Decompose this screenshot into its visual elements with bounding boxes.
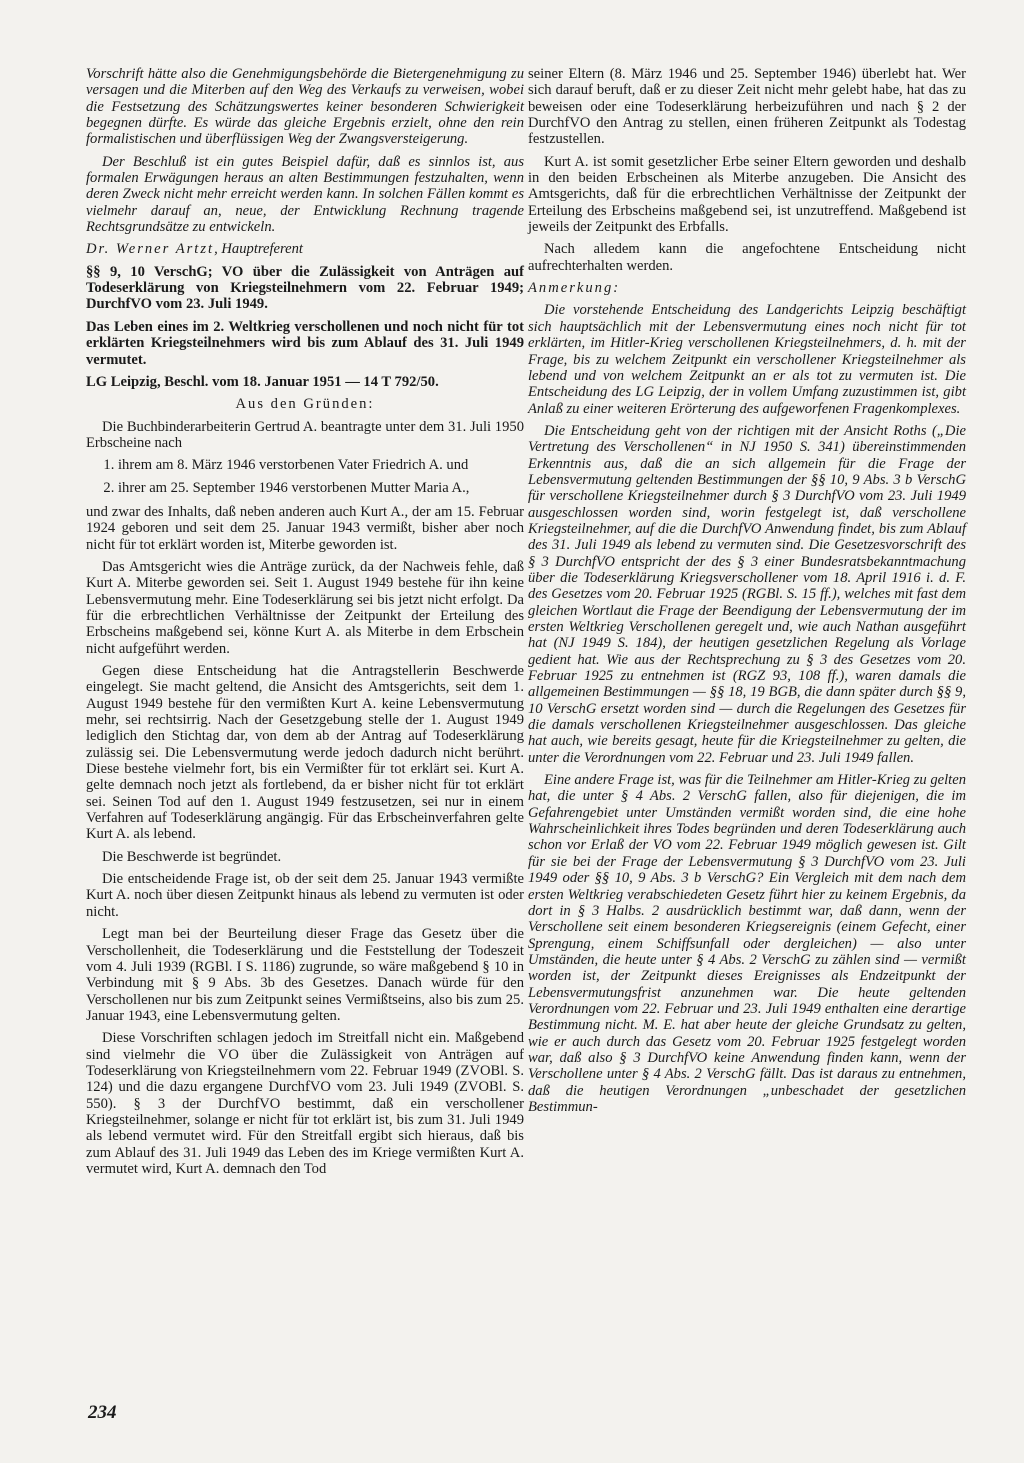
body-paragraph: Das Amtsgericht wies die Anträge zurück, da der Nachweis fehle, daß Kurt A. Miterbe geworden sei. Seit 1. August 1949 bestehe für ihn keine Lebensvermutung mehr. Eine Todeserklärung sei bis jetzt nicht erfolgt. Da für die erbrechtlichen Verhältnisse der Zeitpunkt der Erteilung des Erbscheins maßgebend sei, könne Kurt A. als Miterbe in dem Erbschein nicht aufgeführt werden. bbox=[86, 558, 524, 657]
list-item: 1. ihrem am 8. März 1946 verstorbenen Vater Friedrich A. und bbox=[118, 457, 524, 473]
body-paragraph: Diese Vorschriften schlagen jedoch im Streitfall nicht ein. Maßgebend sind vielmehr die VO über die Zulässigkeit von Anträgen auf Todeserklärung von Kriegsteilnehmern vom 22. Februar 1949 (ZVOBl. S. 124) und die dazu ergangene DurchfVO vom 23. Juli 1949 (ZVOBl. S. 550). § 3 der DurchfVO bestimmt, daß ein verschollener Kriegsteilnehmer, solange er nicht für tot erklärt ist, bis zum 31. Juli 1949 als lebend vermutet wird. Für den Streitfall ergibt sich hieraus, daß bis zum Ablauf des 31. Juli 1949 das Leben des im Kriege vermißten Kurt A. vermutet wird, Kurt A. demnach den Tod bbox=[86, 1030, 524, 1177]
annotation-paragraph: Eine andere Frage ist, was für die Teilnehmer am Hitler-Krieg zu gelten hat, die unter § 4 Abs. 2 VerschG fallen, also für diejenigen, die im Gefahrengebiet unter Umständen vermißt worden sind, die eine hohe Wahrscheinlichkeit ihres Todes begründen und deren Todeserklärung auch schon vor Erlaß der VO vom 22. Februar 1949 möglich gewesen ist. Gilt für sie bei der Frage der Lebensvermutung § 3 DurchfVO vom 23. Juli 1949 oder §§ 10, 9 Abs. 3 b VerschG? Ein Vergleich mit dem nach dem ersten Weltkrieg verabschiedeten Gesetz führt hier zu keinem Ergebnis, da dort in § 3 Halbs. 2 ausdrücklich bestimmt war, daß dann, wenn der Verschollene seit einem besonderen Kriegsereignis (einem Gefecht, einer Sprengung, einem Schiffsunfall oder dergleichen) — also unter Umständen, die heute unter § 4 Abs. 2 VerschG zu zählen sind — vermißt worden ist, der Zeitpunkt dieses Ereignisses als Endzeitpunkt der Lebensvermutungsfrist anzunehmen war. Die heute geltenden Verordnungen vom 22. Februar und 23. Juli 1949 enthalten eine derartige Bestimmung nicht. M. E. hat aber heute der gleiche Grundsatz zu gelten, wie er auch durch das Gesetz vom 20. Februar 1925 festgelegt worden war, daß also § 3 DurchfVO keine Anwendung finden kann, wenn der Verschollene unter § 4 Abs. 2 VerschG fällt. Das ist daraus zu entnehmen, daß die heutigen Verordnungen „unbeschadet der gesetzlichen Bestimmun- bbox=[528, 772, 966, 1115]
body-paragraph: Die entscheidende Frage ist, ob der seit dem 25. Januar 1943 vermißte Kurt A. noch über diesen Zeitpunkt hinaus als lebend zu vermuten ist oder nicht. bbox=[86, 871, 524, 920]
section-title: Aus den Gründen: bbox=[235, 396, 375, 413]
author-name: Dr. Werner Artzt bbox=[86, 241, 215, 258]
court-reference: LG Leipzig, Beschl. vom 18. Januar 1951 — 14 T 792/50. bbox=[86, 373, 439, 390]
author-role: , Hauptreferent bbox=[214, 241, 303, 258]
list-item: 2. ihrer am 25. September 1946 verstorbenen Mutter Maria A., bbox=[118, 480, 524, 496]
left-column bbox=[86, 66, 524, 1183]
body-paragraph: Die Beschwerde ist begründet. bbox=[102, 848, 282, 865]
author-signature bbox=[86, 241, 524, 257]
body-paragraph: seiner Eltern (8. März 1946 und 25. September 1946) überlebt hat. Wer sich darauf beruft, daß er zu dieser Zeit nicht mehr gelebt habe, hat das zu beweisen oder eine Todeserklärung herbeizuführen und nach § 2 der DurchfVO den Antrag zu stellen, einen früheren Zeitpunkt als Todestag festzustellen. bbox=[528, 66, 966, 148]
case-leitsatz: Das Leben eines im 2. Weltkrieg verschollenen und noch nicht für tot erklärten Kriegsteilnehmers wird bis zum Ablauf des 31. Juli 1949 vermutet. bbox=[86, 318, 524, 368]
body-paragraph: Legt man bei der Beurteilung dieser Frage das Gesetz über die Verschollenheit, die Todeserklärung und die Feststellung der Todeszeit vom 4. Juli 1939 (RGBl. I S. 1186) zugrunde, so wäre maßgebend § 10 in Verbindung mit § 9 Abs. 3b des Gesetzes. Danach würde für den Verschollenen nur bis zum Zeitpunkt seines Vermißtseins, also bis zum 25. Januar 1943, eine Lebensvermutung gelten. bbox=[86, 926, 524, 1024]
annotation-paragraph: Der Beschluß ist ein gutes Beispiel dafür, daß es sinnlos ist, aus formalen Erwägungen heraus an alten Bestimmungen festzuhalten, wenn deren Zweck nicht mehr erreicht werden kann. In solchen Fällen kommt es vielmehr darauf an, neue, der Entwicklung Rechnung tragende Rechtsgrundsätze zu entwickeln. bbox=[86, 153, 524, 236]
annotation-paragraph: Die Entscheidung geht von der richtigen mit der Ansicht Roths („Die Vertretung des Verschollenen“ in NJ 1950 S. 341) übereinstimmenden Erkenntnis aus, daß die an sich allgemein für die Frage der Lebensvermutung geltenden Bestimmungen der §§ 10, 9 Abs. 3 b VerschG für verschollene Kriegsteilnehmer durch § 3 DurchfVO vom 23. Juli 1949 ausgeschlossen worden sind, worin festgelegt ist, daß verschollene Kriegsteilnehmer, auf die die DurchfVO Anwendung findet, bis zum Ablauf des 31. Juli 1949 als lebend zu vermuten sind. Die Gesetzesvorschrift des § 3 DurchfVO entspricht der des § 3 einer Bundesratsbekanntmachung über die Todeserklärung Kriegsverschollener vom 18. April 1916 i. d. F. des Gesetzes vom 20. Februar 1925 (RGBl. S. 15 ff.), welches mit fast dem gleichen Wortlaut die Frage der Beendigung der Lebensvermutung der im ersten Weltkrieg Verschollenen geregelt und, wie auch Nathan ausgeführt hat (NJ 1949 S. 184), der heutigen gesetzlichen Regelung als Vorlage gedient hat. Wie aus der Rechtsprechung zu § 3 des Gesetzes vom 20. Februar 1925 zu entnehmen ist (RGZ 93, 108 ff.), waren damals die allgemeinen Bestimmungen — §§ 18, 19 BGB, die dann später durch §§ 9, 10 VerschG ersetzt worden sind — durch die Regelungen des Gesetzes für die damals verschollenen Kriegsteilnehmer ausgeschlossen. Das gleiche hat auch, wie bereits gesagt, heute für die Kriegsteilnehmer zu gelten, die unter die Verordnungen vom 22. Februar und 23. Juli 1949 fallen. bbox=[528, 422, 966, 766]
body-paragraph: Nach alledem kann die angefochtene Entscheidung nicht aufrechterhalten werden. bbox=[528, 241, 966, 274]
case-heading: §§ 9, 10 VerschG; VO über die Zulässigkeit von Anträgen auf Todeserklärung von Kriegsteilnehmern vom 22. Februar 1949; DurchfVO vom 23. Juli 1949. bbox=[86, 263, 524, 313]
anmerkung-title: Anmerkung: bbox=[528, 280, 621, 297]
body-paragraph: und zwar des Inhalts, daß neben anderen auch Kurt A., der am 15. Februar 1924 geboren und seit dem 25. Januar 1943 vermißt, bisher aber noch nicht für tot erklärt worden ist, Miterbe geworden ist. bbox=[86, 503, 524, 553]
numbered-list bbox=[86, 457, 524, 496]
annotation-paragraph: Vorschrift hätte also die Genehmigungsbehörde die Bietergenehmigung zu versagen und die Miterben auf den Weg des Verkaufs zu verweisen, wobei die Festsetzung des Schätzungswertes keiner besonderen Schwierigkeit begegnen dürfte. Es würde das gleiche Ergebnis erzielt, ohne den rein formalistischen und überflüssigen Weg der Zwangsversteigerung. bbox=[86, 66, 524, 148]
right-column bbox=[528, 66, 966, 1121]
body-paragraph: Kurt A. ist somit gesetzlicher Erbe seiner Eltern geworden und deshalb in den beiden Erbscheinen als Miterbe anzugeben. Die Ansicht des Amtsgerichts, daß für die erbrechtlichen Verhältnisse der Zeitpunkt der Erteilung des Erbscheins maßgebend sei, ist unzutreffend. Maßgebend ist jeweils der Zeitpunkt des Erbfalls. bbox=[528, 153, 966, 236]
page-number: 234 bbox=[88, 1402, 117, 1423]
body-paragraph: Gegen diese Entscheidung hat die Antragstellerin Beschwerde eingelegt. Sie macht geltend, die Ansicht des Amtsgerichts, seit dem 1. August 1949 bestehe für den vermißten Kurt A. keine Lebensvermutung mehr, sei rechtsirrig. Nach der Gesetzgebung stelle der 1. August 1949 lediglich den Stichtag dar, von dem ab der Antrag auf Todeserklärung zulässig sei. Die Lebensvermutung werde jedoch dadurch nicht berührt. Diese bestehe vielmehr fort, bis ein Vermißter für tot erklärt sei. Kurt A. gelte demnach noch jetzt als fortlebend, da er bisher nicht für tot erklärt sei. Seinen Tod auf den 1. August 1949 festzusetzen, sei nur in einem Verfahren auf Todeserklärung angängig. Für das Erbscheinverfahren gelte Kurt A. als lebend. bbox=[86, 663, 524, 843]
annotation-paragraph: Die vorstehende Entscheidung des Landgerichts Leipzig beschäftigt sich hauptsächlich mit der Lebensvermutung eines noch nicht für tot erklärten, im Hitler-Krieg verschollenen Kriegsteilnehmers, d. h. mit der Frage, bis zu welchem Zeitpunkt ein verschollener Kriegsteilnehmer als lebend und von welchem Zeitpunkt an er als tot zu vermuten ist. Die Entscheidung des LG Leipzig, der in vollem Umfang zuzustimmen ist, gibt Anlaß zu einer weiteren Erörterung des aufgeworfenen Fragenkomplexes. bbox=[528, 302, 966, 417]
body-paragraph: Die Buchbinderarbeiterin Gertrud A. beantragte unter dem 31. Juli 1950 Erbscheine nach bbox=[86, 418, 524, 451]
